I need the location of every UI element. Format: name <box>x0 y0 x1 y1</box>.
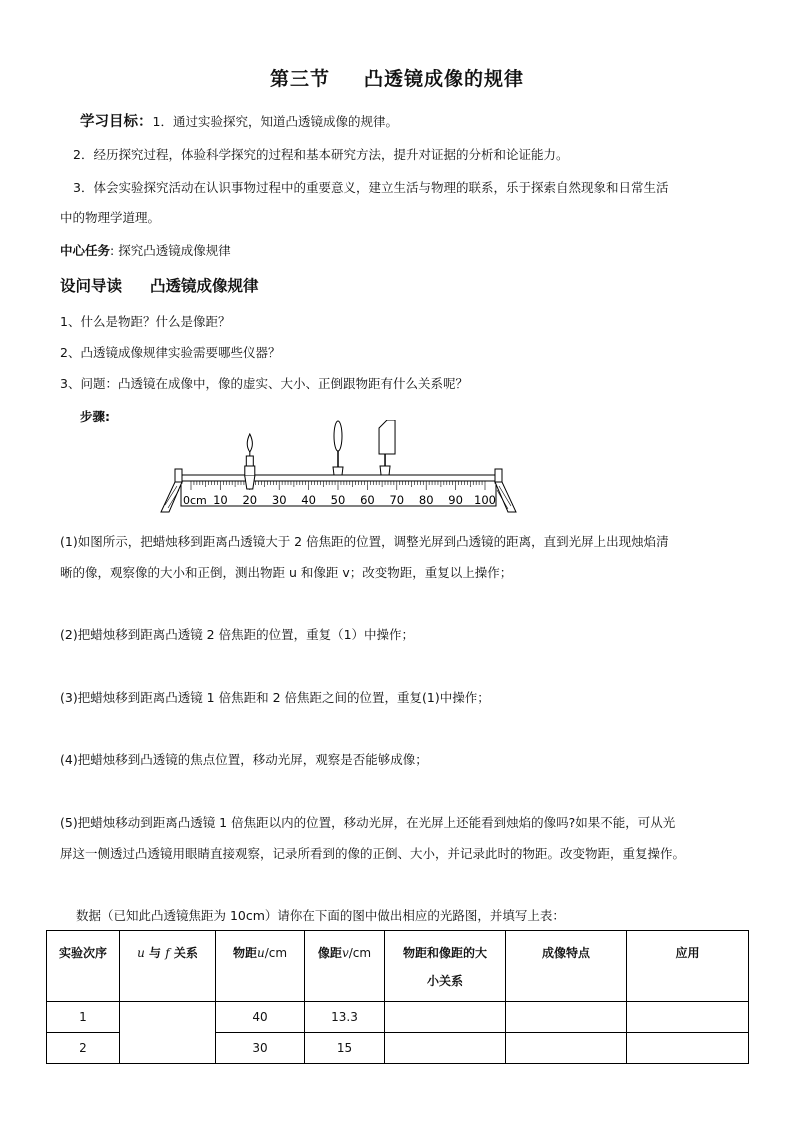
row-order: 1 <box>47 1002 120 1033</box>
tick-label-100: 100 <box>474 493 496 507</box>
row-v: 13.3 <box>305 1002 385 1033</box>
objective-3-line-2: 中的物理学道理。 <box>60 210 161 225</box>
data-note: 数据（已知此凸透镜焦距为 10cm）请你在下面的图中做出相应的光路图，并填写上表： <box>76 908 565 923</box>
header-application: 应用 <box>627 931 749 1002</box>
table-row <box>47 1002 749 1033</box>
header-relation-mid: 与 <box>149 946 162 960</box>
question-1: 1、什么是物距？什么是像距？ <box>60 314 231 329</box>
step-3: (3)把蜡烛移到距离凸透镜 1 倍焦距和 2 倍焦距之间的位置，重复(1)中操作； <box>60 690 490 705</box>
tick-label-20: 20 <box>242 493 258 507</box>
central-task-text: : 探究凸透镜成像规律 <box>110 243 231 258</box>
screen-icon <box>379 420 395 454</box>
header-relation <box>120 931 216 1002</box>
compare-cell[interactable] <box>385 1033 506 1064</box>
results-table <box>46 930 749 1064</box>
feature-cell[interactable] <box>506 1002 627 1033</box>
objectives-line-1 <box>80 110 398 131</box>
application-cell[interactable] <box>627 1002 749 1033</box>
unit-label: 0cm <box>183 494 207 507</box>
step-5-line-1: (5)把蜡烛移动到距离凸透镜 1 倍焦距以内的位置，移动光屏，在光屏上还能看到烛焰的像吗?如果不能，可从光 <box>60 815 676 830</box>
central-task <box>60 240 231 260</box>
tick-label-70: 70 <box>389 493 405 507</box>
objective-2: 2．经历探究过程，体验科学探究的过程和基本研究方法，提升对证据的分析和论证能力。 <box>73 147 569 162</box>
tick-label-60: 60 <box>360 493 375 507</box>
lens-icon <box>334 421 342 451</box>
step-2: (2)把蜡烛移到距离凸透镜 2 倍焦距的位置，重复（1）中操作； <box>60 627 415 642</box>
tick-label-10: 10 <box>213 493 228 507</box>
objectives-label: 学习目标： <box>80 114 153 130</box>
candle[interactable] <box>245 434 255 489</box>
row-u: 40 <box>216 1002 305 1033</box>
candle-body <box>246 456 253 466</box>
bench-left-cap <box>175 469 182 483</box>
header-object-distance: 物距u/cm <box>216 931 305 1002</box>
application-cell[interactable] <box>627 1033 749 1064</box>
row-v: 15 <box>305 1033 385 1064</box>
guide-label: 设问导读 <box>60 277 123 295</box>
candle-holder <box>245 466 255 476</box>
header-compare: 物距和像距的大 小关系 <box>385 931 506 1002</box>
compare-cell[interactable] <box>385 1002 506 1033</box>
question-3: 3、问题：凸透镜在成像中，像的虚实、大小、正倒跟物距有什么关系呢？ <box>60 376 468 391</box>
guide-heading <box>60 274 259 296</box>
table-header-row <box>47 931 749 1002</box>
tick-label-90: 90 <box>448 493 463 507</box>
step-1-line-1: (1)如图所示，把蜡烛移到距离凸透镜大于 2 倍焦距的位置，调整光屏到凸透镜的距离，直到光屏上出现烛焰清 <box>60 534 669 549</box>
bench-rail-top <box>181 475 496 481</box>
tick-label-30: 30 <box>271 493 287 507</box>
bench-right-cap <box>495 469 502 483</box>
objective-1: 1．通过实验探究，知道凸透镜成像的规律。 <box>152 114 398 129</box>
section-number: 第三节 <box>269 68 330 90</box>
guide-topic: 凸透镜成像规律 <box>150 277 259 295</box>
section-topic: 凸透镜成像的规律 <box>364 68 525 90</box>
step-5-line-2: 屏这一侧透过凸透镜用眼睛直接观察，记录所看到的像的正倒、大小，并记录此时的物距。改变物距，重复操作。 <box>60 846 686 861</box>
light-screen[interactable] <box>379 420 395 475</box>
row-order: 2 <box>47 1033 120 1064</box>
steps-label: 步骤: <box>80 409 110 424</box>
relation-cell[interactable] <box>120 1002 216 1064</box>
header-feature: 成像特点 <box>506 931 627 1002</box>
central-task-label: 中心任务 <box>60 243 111 258</box>
tick-label-50: 50 <box>330 493 346 507</box>
header-order: 实验次序 <box>47 931 120 1002</box>
header-relation-f: f <box>165 946 170 960</box>
tick-label-40: 40 <box>301 493 316 507</box>
header-image-distance: 像距v/cm <box>305 931 385 1002</box>
header-relation-u: u <box>137 946 145 960</box>
step-1-line-2: 晰的像，观察像的大小和正倒，测出物距 u 和像距 v；改变物距，重复以上操作； <box>60 565 513 580</box>
step-4: (4)把蜡烛移到凸透镜的焦点位置，移动光屏，观察是否能够成像； <box>60 752 428 767</box>
question-2: 2、凸透镜成像规律实验需要哪些仪器？ <box>60 345 281 360</box>
header-relation-end: 关系 <box>173 946 198 960</box>
row-u: 30 <box>216 1033 305 1064</box>
feature-cell[interactable] <box>506 1033 627 1064</box>
candle-flame-icon <box>247 434 252 452</box>
objective-3-line-1: 3．体会实验探究活动在认识事物过程中的重要意义，建立生活与物理的联系，乐于探索自然现象和日常生活 <box>73 180 669 195</box>
convex-lens[interactable] <box>333 421 343 475</box>
bench-left-leg <box>161 482 182 512</box>
optical-bench-diagram <box>155 420 530 515</box>
page-title <box>0 64 794 91</box>
tick-label-80: 80 <box>418 493 434 507</box>
